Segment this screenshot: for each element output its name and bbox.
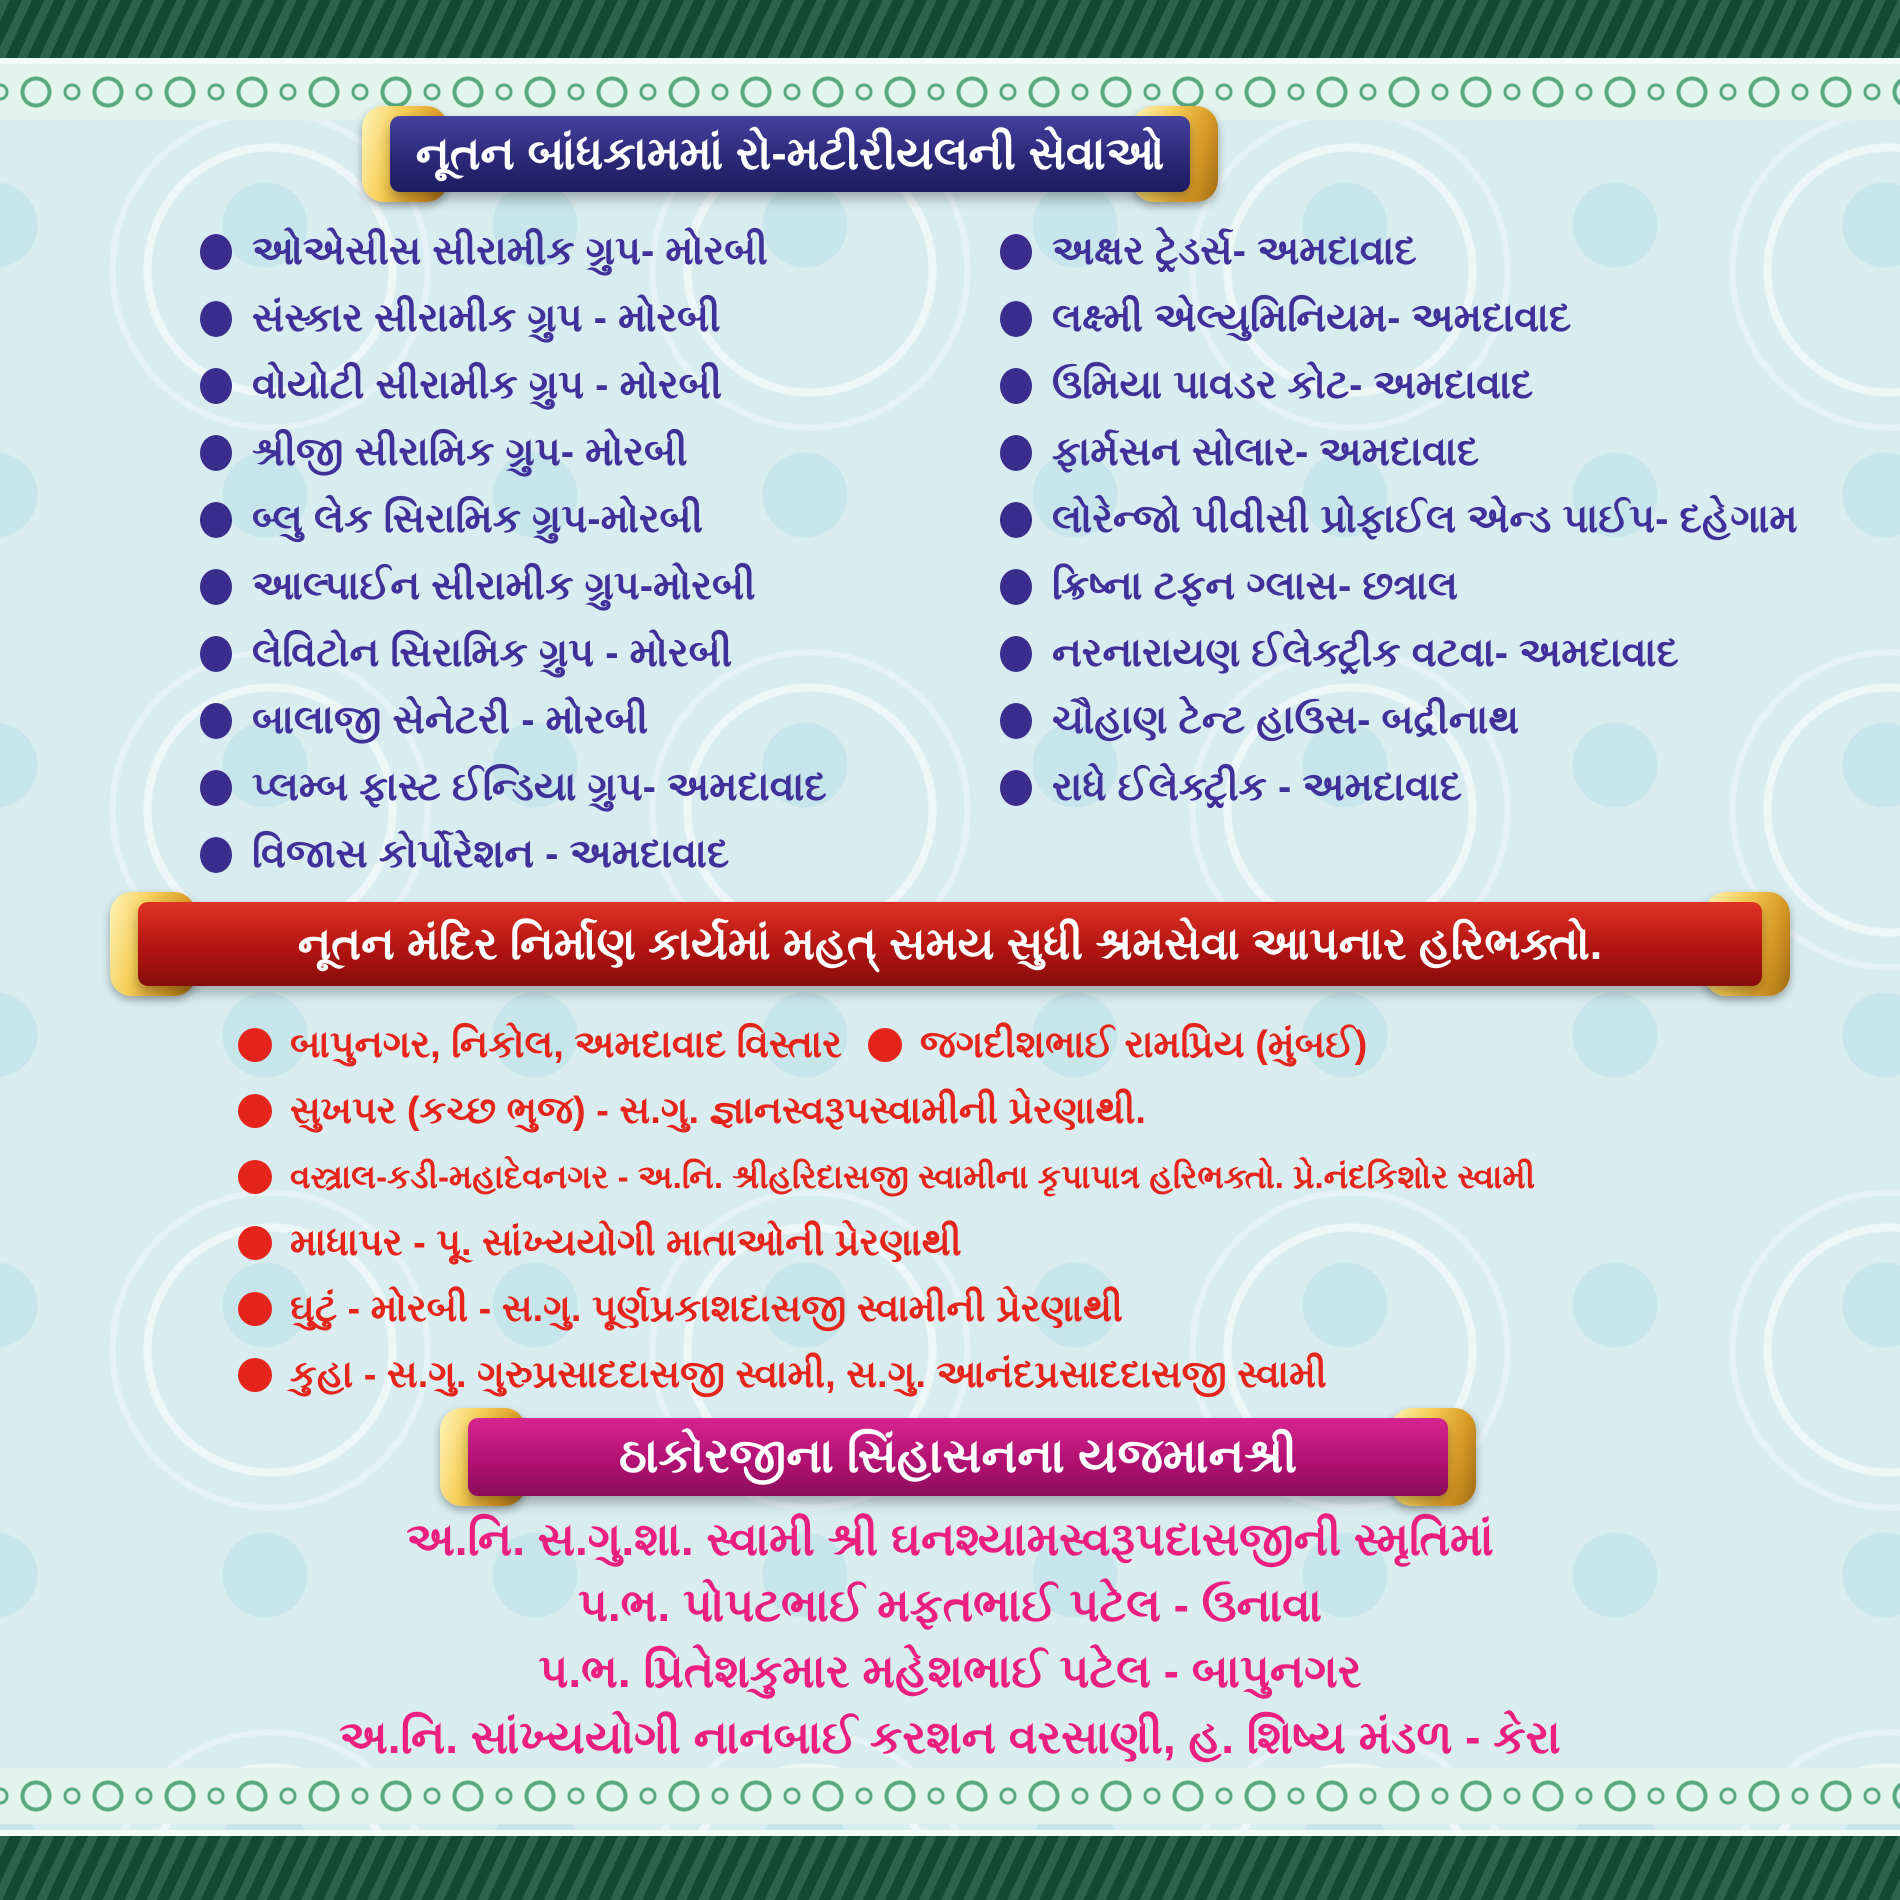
yajman-lines xyxy=(0,1506,1900,1770)
supplier-item xyxy=(200,486,827,553)
supplier-item xyxy=(200,821,827,888)
seva-item xyxy=(238,1012,1535,1078)
bullet-icon xyxy=(238,1226,272,1260)
supplier-item xyxy=(1000,486,1798,553)
supplier-label: બ્લુ લેક સિરામિક ગ્રુપ-મોરબી xyxy=(252,497,704,541)
supplier-label: લોરેન્જો પીવીસી પ્રોફાઈલ એન્ડ પાઈપ- દહેગામ xyxy=(1052,497,1798,541)
supplier-item xyxy=(1000,754,1798,821)
supplier-item xyxy=(1000,553,1798,620)
bullet-icon xyxy=(238,1292,272,1326)
yajman-line: અ.નિ. સ.ગુ.શા. સ્વામી શ્રી ઘનશ્યામસ્વરૂપદાસજીની સ્મૃતિમાં xyxy=(406,1513,1494,1565)
supplier-item xyxy=(200,620,827,687)
shram-seva-banner-bar xyxy=(138,902,1762,986)
raw-materials-banner-title: નૂતન બાંધકામમાં રો-મટીરીયલની સેવાઓ xyxy=(415,127,1165,179)
supplier-list-right xyxy=(1000,218,1798,821)
supplier-item xyxy=(1000,285,1798,352)
supplier-label: અક્ષર ટ્રેડર્સ- અમદાવાદ xyxy=(1052,229,1417,273)
bullet-icon xyxy=(200,301,232,337)
shram-seva-list xyxy=(238,1012,1535,1408)
raw-materials-banner-bar xyxy=(390,116,1190,192)
bullet-icon xyxy=(238,1094,272,1128)
yajman-line: પ.ભ. પોપટભાઈ મફતભાઈ પટેલ - ઉનાવા xyxy=(577,1579,1323,1631)
seva-item xyxy=(238,1078,1535,1144)
supplier-item xyxy=(200,352,827,419)
bullet-icon xyxy=(1000,368,1032,404)
sinhasan-banner xyxy=(468,1418,1448,1496)
shram-seva-banner xyxy=(138,902,1762,986)
supplier-label: લેવિટોન સિરામિક ગ્રુપ - મોરબી xyxy=(252,631,733,675)
bullet-icon xyxy=(200,569,232,605)
top-ornament-row xyxy=(0,64,1900,120)
supplier-label: બાલાજી સેનેટરી - મોરબી xyxy=(252,698,649,742)
bullet-icon xyxy=(1000,636,1032,672)
supplier-label: ઓએસીસ સીરામીક ગ્રુપ- મોરબી xyxy=(252,229,768,273)
supplier-label: વોયોટી સીરામીક ગ્રુપ - મોરબી xyxy=(252,363,723,407)
supplier-item xyxy=(200,553,827,620)
seva-label: ઘુટું - મોરબી - સ.ગુ. પૂર્ણપ્રકાશદાસજી સ્વામીની પ્રેરણાથી xyxy=(290,1287,1123,1330)
supplier-item xyxy=(200,285,827,352)
seva-label: બાપુનગર, નિકોલ, અમદાવાદ વિસ્તાર xyxy=(290,1023,842,1066)
bullet-icon xyxy=(200,368,232,404)
supplier-label: ફાર્મસન સોલાર- અમદાવાદ xyxy=(1052,430,1480,474)
yajman-line: અ.નિ. સાંખ્યયોગી નાનબાઈ કરશન વરસાણી, હ. શિષ્ય મંડળ - કેરા xyxy=(339,1711,1561,1763)
bullet-icon xyxy=(1000,502,1032,538)
bullet-icon xyxy=(200,770,232,806)
supplier-label: ઉમિયા પાવડર કોટ- અમદાવાદ xyxy=(1052,363,1534,407)
seva-item xyxy=(238,1210,1535,1276)
seva-label: સુખપર (કચ્છ ભુજ) - સ.ગુ. જ્ઞાનસ્વરૂપસ્વામીની પ્રેરણાથી. xyxy=(290,1089,1146,1132)
supplier-label: ચૌહાણ ટેન્ટ હાઉસ- બદ્રીનાથ xyxy=(1052,698,1520,742)
supplier-label: પ્લમ્બ ફાસ્ટ ઈન્ડિયા ગ્રુપ- અમદાવાદ xyxy=(252,765,827,809)
supplier-item xyxy=(1000,352,1798,419)
bullet-icon xyxy=(1000,234,1032,270)
supplier-item xyxy=(1000,687,1798,754)
supplier-item xyxy=(200,419,827,486)
bullet-icon xyxy=(1000,301,1032,337)
supplier-item xyxy=(200,754,827,821)
seva-label: કુહા - સ.ગુ. ગુરુપ્રસાદદાસજી સ્વામી, સ.ગુ. આનંદપ્રસાદદાસજી સ્વામી xyxy=(290,1353,1327,1396)
supplier-label: સંસ્કાર સીરામીક ગ્રુપ - મોરબી xyxy=(252,296,721,340)
bullet-icon xyxy=(200,636,232,672)
supplier-item xyxy=(1000,218,1798,285)
supplier-label: નરનારાયણ ઈલેક્ટ્રીક વટવા- અમદાવાદ xyxy=(1052,631,1679,675)
raw-materials-banner xyxy=(390,116,1190,192)
seva-label: જગદીશભાઈ રામપ્રિય (મુંબઈ) xyxy=(919,1023,1368,1066)
seva-item xyxy=(238,1276,1535,1342)
bullet-icon xyxy=(238,1358,272,1392)
bullet-icon xyxy=(238,1160,272,1194)
supplier-item xyxy=(200,218,827,285)
bottom-green-border xyxy=(0,1830,1900,1900)
supplier-item xyxy=(1000,419,1798,486)
bullet-icon xyxy=(200,234,232,270)
bullet-icon xyxy=(238,1028,272,1062)
seva-label: માધાપર - પૂ. સાંખ્યયોગી માતાઓની પ્રેરણાથી xyxy=(290,1221,962,1264)
supplier-label: શ્રીજી સીરામિક ગ્રુપ- મોરબી xyxy=(252,430,688,474)
bullet-icon xyxy=(200,435,232,471)
bullet-icon xyxy=(200,703,232,739)
sinhasan-banner-bar xyxy=(468,1418,1448,1496)
seva-item xyxy=(238,1144,1535,1210)
supplier-item xyxy=(200,687,827,754)
bullet-icon xyxy=(1000,435,1032,471)
bullet-icon xyxy=(1000,770,1032,806)
bottom-ornament-row xyxy=(0,1768,1900,1824)
supplier-label: ક્રિષ્ના ટફન ગ્લાસ- છત્રાલ xyxy=(1052,564,1458,608)
yajman-line: પ.ભ. પ્રિતેશકુમાર મહેશભાઈ પટેલ - બાપુનગર xyxy=(538,1645,1362,1697)
supplier-label: રાધે ઈલેક્ટ્રીક - અમદાવાદ xyxy=(1052,765,1463,809)
seva-label: વસ્ત્રાલ-કડી-મહાદેવનગર - અ.નિ. શ્રીહરિદાસજી સ્વામીના કૃપાપાત્ર હરિભક્તો. પ્રે.નંદકિશોર સ્વામી xyxy=(290,1157,1536,1195)
seva-item xyxy=(238,1342,1535,1408)
bullet-icon xyxy=(1000,703,1032,739)
supplier-item xyxy=(1000,620,1798,687)
top-green-border xyxy=(0,0,1900,64)
supplier-label: વિજાસ કોર્પોરેશન - અમદાવાદ xyxy=(252,832,730,876)
supplier-label: આલ્પાઈન સીરામીક ગ્રુપ-મોરબી xyxy=(252,564,756,608)
bullet-icon xyxy=(200,502,232,538)
bullet-icon xyxy=(1000,569,1032,605)
bullet-icon xyxy=(868,1028,902,1062)
sinhasan-banner-title: ઠાકોરજીના સિંહાસનના યજમાનશ્રી xyxy=(618,1430,1298,1483)
shram-seva-banner-title: નૂતન મંદિર નિર્માણ કાર્યમાં મહત્ સમય સુધી શ્રમસેવા આપનાર હરિભક્તો. xyxy=(297,917,1603,969)
supplier-list-left xyxy=(200,218,827,888)
supplier-label: લક્ષ્મી એલ્યુમિનિયમ- અમદાવાદ xyxy=(1052,296,1572,340)
bullet-icon xyxy=(200,837,232,873)
